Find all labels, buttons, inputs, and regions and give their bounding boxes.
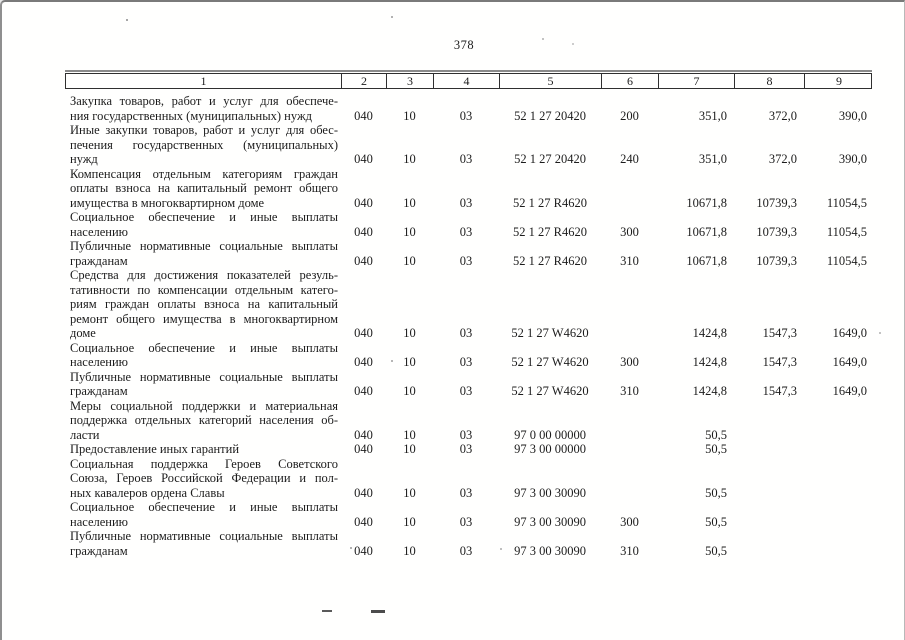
cell-col2: 040: [354, 152, 373, 166]
row-label-line: Средства для достижения показателей резуль-: [70, 268, 338, 282]
table-row: [65, 167, 872, 211]
cell-col7: 50,5: [705, 514, 727, 529]
cell-col5: 97 3 00 30090: [514, 485, 586, 500]
row-label-line: Социальное обеспечение и иные выплаты: [70, 210, 338, 224]
cell-col3: 10: [403, 427, 416, 442]
row-label: [65, 94, 341, 123]
row-label-line: населению: [70, 514, 128, 529]
cell-col3: 10: [403, 514, 416, 529]
row-label: [65, 457, 341, 501]
table-row: [65, 268, 872, 341]
cell-col7: 1424,8: [692, 326, 727, 340]
cell-col5: 97 3 00 30090: [514, 514, 586, 529]
cell-col7: 50,5: [705, 427, 727, 442]
cell-col3: 10: [403, 108, 416, 123]
scan-artifact-speck: [350, 547, 352, 549]
row-label: [65, 268, 341, 341]
cell-col9: 390,0: [838, 108, 867, 123]
cell-col8: 10739,3: [756, 224, 797, 239]
row-label-line: гражданам: [70, 253, 128, 268]
table-row: [65, 94, 872, 123]
header-cell-7: 7: [659, 74, 735, 88]
cell-col4: 03: [459, 543, 473, 558]
cell-col9: 11054,5: [826, 195, 867, 210]
row-label-line: Социальное обеспечение и иные выплаты: [70, 500, 338, 514]
table-row: [65, 457, 872, 501]
cell-col5: 52 1 27 20420: [514, 108, 586, 123]
row-label: [65, 210, 341, 239]
cell-col7: 1424,8: [692, 384, 727, 398]
row-label-line: нужд: [70, 152, 98, 166]
row-label-line: доме: [70, 326, 96, 340]
scan-artifact-dash: [322, 610, 332, 612]
row-label-line: ласти: [70, 427, 100, 442]
table-header-row: [65, 73, 872, 89]
cell-col3: 10: [403, 442, 416, 456]
table-row: [65, 399, 872, 443]
cell-col6: 310: [620, 253, 639, 268]
row-label-line: имущества в многоквартирном доме: [70, 195, 265, 210]
row-label: [65, 500, 341, 529]
cell-col4: 03: [459, 384, 473, 398]
row-label-line: Иные закупки товаров, работ и услуг для обес-: [70, 123, 338, 137]
row-label: [65, 123, 341, 167]
cell-col7: 10671,8: [686, 253, 727, 268]
scan-artifact-speck: [391, 360, 393, 362]
cell-col2: 040: [354, 543, 373, 558]
header-cell-9: 9: [836, 74, 842, 88]
cell-col7: 50,5: [705, 485, 727, 500]
cell-col7: 50,5: [705, 442, 727, 456]
cell-col6: 300: [620, 355, 639, 369]
cell-col5: 52 1 27 W4620: [511, 355, 589, 369]
scan-artifact-speck: [500, 548, 502, 550]
header-cell-6: 6: [602, 74, 659, 88]
cell-col4: 03: [459, 224, 473, 239]
scan-artifact-speck: [126, 19, 128, 21]
cell-col3: 10: [403, 384, 416, 398]
row-label-line: Союза, Героев Российской Федерации и пол-: [70, 471, 338, 485]
cell-col2: 040: [354, 326, 373, 340]
header-cell-3: 3: [387, 74, 434, 88]
scan-artifact-speck: [542, 38, 544, 40]
row-label-line: ремонт общего имущества в многоквартирном: [70, 311, 338, 326]
cell-col8: 372,0: [768, 108, 797, 123]
row-label-line: населению: [70, 224, 128, 239]
cell-col6: 310: [620, 384, 639, 398]
cell-col3: 10: [403, 253, 416, 268]
table-row: [65, 210, 872, 239]
cell-col9: 11054,5: [826, 253, 867, 268]
cell-col4: 03: [459, 108, 473, 123]
cell-col5: 52 1 27 R4620: [513, 224, 587, 239]
cell-col2: 040: [354, 195, 373, 210]
row-label-line: Социальное обеспечение и иные выплаты: [70, 340, 338, 355]
cell-col6: 300: [620, 224, 639, 239]
cell-col8: 1547,3: [762, 326, 797, 340]
cell-col7: 50,5: [705, 543, 727, 558]
cell-col2: 040: [354, 253, 373, 268]
cell-col5: 52 1 27 20420: [514, 152, 586, 166]
cell-col5: 52 1 27 R4620: [513, 253, 587, 268]
row-label: [65, 399, 341, 443]
cell-col4: 03: [459, 442, 473, 456]
cell-col9: 390,0: [838, 152, 867, 166]
cell-col2: 040: [354, 108, 373, 123]
cell-col2: 040: [354, 427, 373, 442]
table-row: [65, 123, 872, 167]
cell-col5: 52 1 27 W4620: [511, 326, 589, 340]
table-row: [65, 341, 872, 370]
scan-artifact-speck: [879, 332, 881, 334]
row-label: [65, 370, 341, 399]
row-label-line: печения государственных (муниципальных): [70, 137, 338, 152]
cell-col3: 10: [403, 355, 416, 369]
row-label-line: ния государственных (муниципальных) нужд: [70, 108, 312, 123]
row-label-line: поддержка отдельных категорий населения об-: [70, 413, 338, 427]
table-body: [65, 89, 872, 558]
cell-col7: 10671,8: [686, 195, 727, 210]
cell-col2: 040: [354, 442, 373, 456]
cell-col3: 10: [403, 485, 416, 500]
cell-col3: 10: [403, 224, 416, 239]
cell-col9: 1649,0: [832, 384, 867, 398]
row-label: [65, 442, 341, 457]
cell-col3: 10: [403, 543, 416, 558]
row-label-line: Закупка товаров, работ и услуг для обеспече-: [70, 94, 338, 108]
row-label-line: Социальная поддержка Героев Советского: [70, 456, 338, 471]
cell-col5: 97 3 00 30090: [514, 543, 586, 558]
table-row: [65, 529, 872, 558]
cell-col5: 52 1 27 W4620: [511, 384, 589, 398]
header-cell-2: 2: [342, 74, 387, 88]
cell-col7: 1424,8: [692, 355, 727, 369]
cell-col4: 03: [459, 326, 473, 340]
row-label-line: ных кавалеров ордена Славы: [70, 485, 225, 500]
cell-col8: 10739,3: [756, 195, 797, 210]
cell-col4: 03: [459, 514, 473, 529]
row-label-line: гражданам: [70, 384, 128, 398]
table-row: [65, 500, 872, 529]
cell-col4: 03: [459, 427, 473, 442]
cell-col5: 97 0 00 00000: [514, 427, 586, 442]
header-cell-1: 1: [66, 74, 342, 88]
cell-col5: 97 3 00 00000: [514, 442, 586, 456]
cell-col4: 03: [459, 152, 473, 166]
scan-artifact-speck: [391, 16, 393, 18]
cell-col4: 03: [459, 195, 473, 210]
table-row: [65, 370, 872, 399]
row-label: [65, 239, 341, 268]
cell-col9: 1649,0: [832, 355, 867, 369]
row-label: [65, 167, 341, 211]
page-number: 378: [453, 38, 475, 52]
cell-col8: 1547,3: [762, 384, 797, 398]
cell-col2: 040: [354, 384, 373, 398]
cell-col6: 310: [620, 543, 639, 558]
row-label-line: гражданам: [70, 543, 128, 558]
cell-col6: 300: [620, 514, 639, 529]
cell-col6: 200: [620, 108, 639, 123]
row-label-line: Предоставление иных гарантий: [70, 442, 240, 456]
row-label-line: риям граждан оплаты взноса на капитальный: [70, 297, 338, 311]
table-row: [65, 442, 872, 457]
cell-col2: 040: [354, 485, 373, 500]
header-cell-5: 5: [500, 74, 602, 88]
scan-artifact-dash: [371, 610, 385, 613]
cell-col2: 040: [354, 514, 373, 529]
header-cell-4: 4: [434, 74, 500, 88]
budget-table: [65, 73, 872, 558]
row-label-line: Публичные нормативные социальные выплаты: [70, 529, 338, 543]
row-label: [65, 341, 341, 370]
row-label-line: оплаты взноса на капитальный ремонт общего: [70, 181, 338, 195]
cell-col3: 10: [403, 152, 416, 166]
cell-col2: 040: [354, 224, 373, 239]
cell-col7: 10671,8: [686, 224, 727, 239]
header-cell-8: 8: [735, 74, 805, 88]
cell-col6: 240: [620, 152, 639, 166]
cell-col7: 351,0: [698, 152, 727, 166]
scan-artifact-speck: [572, 43, 574, 45]
row-label-line: Публичные нормативные социальные выплаты: [70, 239, 338, 253]
table-row: [65, 239, 872, 268]
cell-col3: 10: [403, 195, 416, 210]
row-label: [65, 529, 341, 558]
row-label-line: Публичные нормативные социальные выплаты: [70, 369, 338, 384]
cell-col4: 03: [459, 355, 473, 369]
row-label-line: Компенсация отдельным категориям граждан: [70, 166, 338, 181]
row-label-line: населению: [70, 355, 128, 369]
cell-col4: 03: [459, 485, 473, 500]
row-label-line: тативности по компенсации отдельным катего-: [70, 282, 338, 297]
cell-col2: 040: [354, 355, 373, 369]
cell-col9: 11054,5: [826, 224, 867, 239]
row-label-line: Меры социальной поддержки и материальная: [70, 398, 338, 413]
cell-col5: 52 1 27 R4620: [513, 195, 587, 210]
cell-col8: 1547,3: [762, 355, 797, 369]
cell-col9: 1649,0: [832, 326, 867, 340]
cell-col3: 10: [403, 326, 416, 340]
cell-col8: 10739,3: [756, 253, 797, 268]
cell-col4: 03: [459, 253, 473, 268]
cell-col8: 372,0: [768, 152, 797, 166]
cell-col7: 351,0: [698, 108, 727, 123]
